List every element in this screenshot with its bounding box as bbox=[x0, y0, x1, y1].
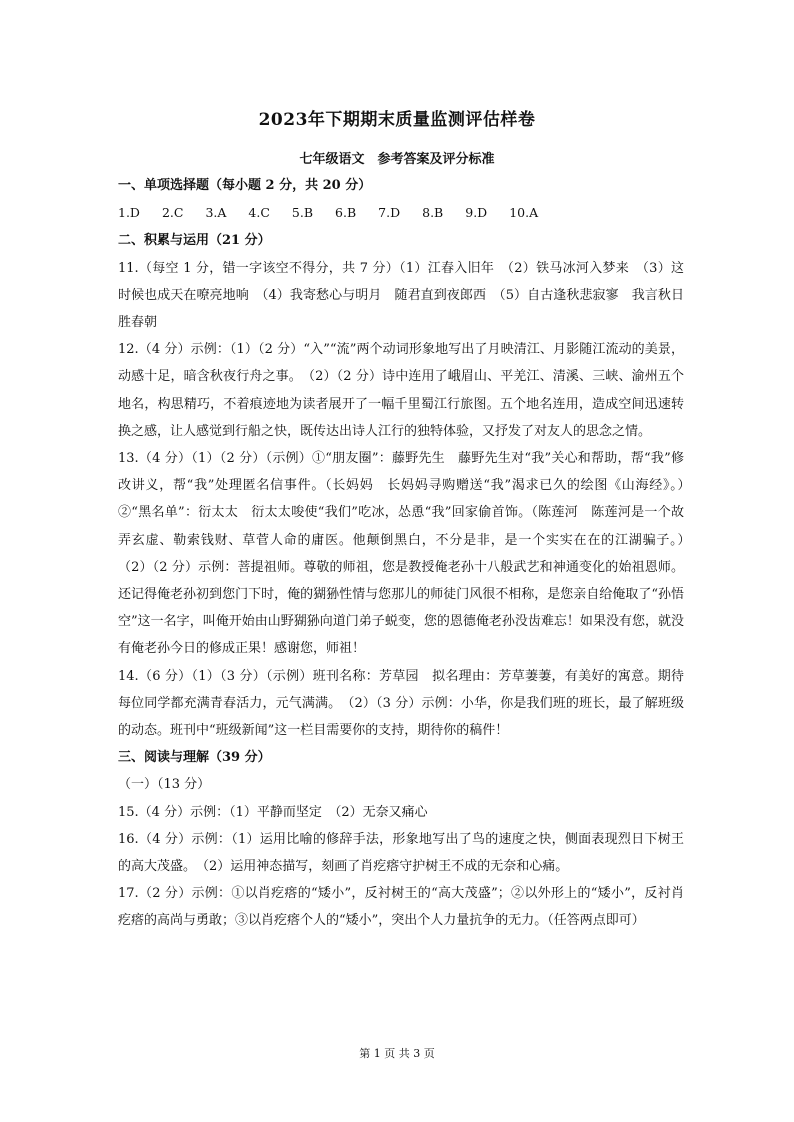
question-12-answer: 12.（4 分）示例：（1）（2 分）“入”“流”两个动词形象地写出了月映清江、月影随江流动的美景，动感十足，暗含秋夜行舟之事。 （2）（2 分）诗中连用了峨眉山、平羌江、清溪、三峡、渝州五个地名，构思精巧，不着痕迹地为读者展开了一幅千里蜀江行旅图。五个地名连用，造成空间迅速转换之感，让人感觉到行船之快，既传达出诗人江行的独特体验，又抒发了对友人的思念之情。 bbox=[118, 342, 684, 439]
page-footer: 第 1 页 共 3 页 bbox=[359, 1047, 435, 1060]
mc-answer: 7.D bbox=[378, 205, 401, 221]
section-heading-reading: 三、阅读与理解（39 分） bbox=[118, 750, 271, 766]
multiple-choice-answers bbox=[118, 199, 684, 227]
mc-answer: 8.B bbox=[422, 205, 444, 221]
mc-answer: 3.A bbox=[205, 205, 227, 221]
mc-answer: 2.C bbox=[161, 205, 184, 221]
page-title: 2023年下期期末质量监测评估样卷 bbox=[258, 110, 536, 130]
mc-answer: 10.A bbox=[509, 205, 539, 221]
question-17-answer: 17.（2 分）示例：①以肖疙瘩的“矮小”，反衬树王的“高大茂盛”；②以外形上的“矮小”，反衬肖疙瘩的高尚与勇敢；③以肖疙瘩个人的“矮小”，突出个人力量抗争的无力。（任答两点即可） bbox=[118, 886, 684, 929]
question-15-answer: 15.（4 分）示例：（1）平静而坚定 （2）无奈又痛心 bbox=[118, 804, 428, 820]
question-13-answer: 13.（4 分）（1）（2 分）（示例）①“朋友圈”：藤野先生 藤野先生对“我”关心和帮助，帮“我”修改讲义，帮“我”处理匿名信事件。（长妈妈 长妈妈寻购赠送“我”渴求已久的绘图《山海经》。） ②“黑名单”：衍太太 衍太太唆使“我们”吃冰，怂恿“我”回家偷首饰。（陈莲河 陈莲河是一个故弄玄虚、勒索钱财、草菅人命的庸医。他颠倒黑白，不分是非，是一个实实在在的江湖骗子。） （2）（2 分）示例：菩提祖师。尊敬的师祖，您是教授俺老孙十八般武艺和神通变化的始祖恩师。还记得俺老孙初到您门下时，俺的猢狲性情与您那儿的师徒门风很不相称，是您亲自给俺取了“孙悟空”这一名字，叫俺开始由山野猢狲向道门弟子蜕变，您的恩德俺老孙没齿难忘！如果没有您，就没有俺老孙今日的修成正果！感谢您，师祖！ bbox=[118, 451, 698, 657]
answer-content bbox=[118, 172, 698, 935]
reading-part-1-heading: （一）（13 分） bbox=[118, 777, 211, 793]
mc-answer: 1.D bbox=[118, 205, 140, 221]
question-14-answer: 14.（6 分）（1）（3 分）（示例）班刊名称：芳草园 拟名理由：芳草萋萋，有美好的寓意。期待每位同学都充满青春活力，元气满满。 （2）（3 分）示例：小华，你是我们班的班长，最了解班级的动态。班刊中“班级新闻”这一栏目需要你的支持，期待你的稿件！ bbox=[118, 668, 684, 739]
question-16-answer: 16.（4 分）示例：（1）运用比喻的修辞手法，形象地写出了鸟的速度之快，侧面表现烈日下树王的高大茂盛。 （2）运用神态描写，刻画了肖疙瘩守护树王不成的无奈和心痛。 bbox=[118, 831, 684, 875]
page-subtitle: 七年级语文 参考答案及评分标准 bbox=[299, 152, 495, 167]
mc-answer: 9.D bbox=[465, 205, 488, 221]
mc-answer: 5.B bbox=[291, 205, 314, 221]
question-11-answer: 11.（每空 1 分，错一字该空不得分，共 7 分）（1）江春入旧年 （2）铁马冰河入梦来 （3）这时候也成天在嘹亮地响 （4）我寄愁心与明月 随君直到夜郎西 （5）自古逢秋悲寂寥 我言秋日胜春朝 bbox=[118, 260, 684, 331]
mc-answer: 4.C bbox=[248, 205, 270, 221]
mc-answer: 6.B bbox=[335, 205, 357, 221]
section-heading-multiple-choice: 一、单项选择题（每小题 2 分，共 20 分） bbox=[118, 178, 372, 193]
section-heading-accumulation: 二、积累与运用（21 分） bbox=[118, 233, 271, 249]
